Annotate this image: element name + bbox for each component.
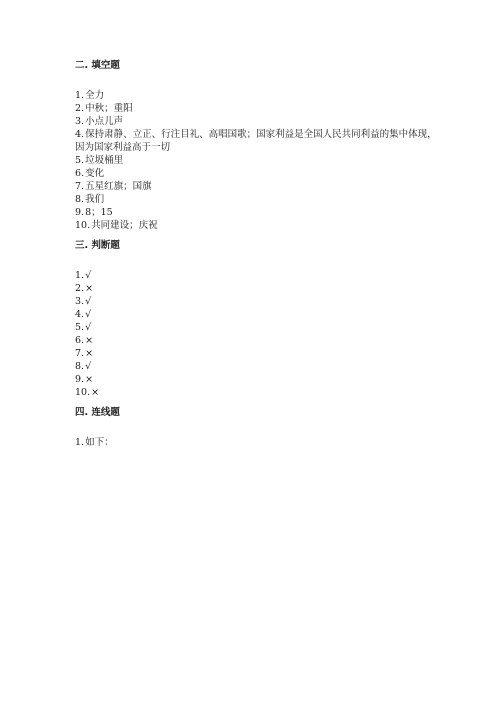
section-title: 三. 判断题 (75, 240, 120, 251)
section-true-false (75, 238, 445, 405)
answer-item (75, 180, 445, 193)
answer-number: 6. (75, 335, 85, 346)
answer-number: 5. (75, 155, 85, 166)
answer-mark: × (85, 374, 94, 385)
answer-text: 五星红旗；国旗 (85, 181, 152, 192)
answer-item (75, 219, 445, 232)
answer-item (75, 154, 445, 167)
answer-text: 全力 (85, 90, 105, 101)
answer-number: 1. (75, 437, 85, 448)
answer-item (75, 206, 445, 219)
answer-item (75, 321, 445, 334)
answer-number: 4. (75, 129, 85, 140)
answer-item (75, 115, 445, 128)
answer-number: 1. (75, 270, 85, 281)
section-fill-blank (75, 58, 445, 238)
answer-number: 7. (75, 181, 85, 192)
answer-number: 6. (75, 168, 85, 179)
answer-mark: × (85, 335, 94, 346)
answer-number: 8. (75, 361, 85, 372)
section-matching (75, 405, 445, 449)
answer-text: 我们 (85, 194, 105, 205)
answer-number: 5. (75, 322, 85, 333)
answer-item (75, 282, 445, 295)
answer-item (75, 373, 445, 386)
answer-text: 保持肃静、立正、行注目礼、高唱国歌；国家利益是全国人民共同利益的集中体现，因为国家利益高于一切 (75, 129, 437, 153)
answer-number: 2. (75, 103, 85, 114)
answer-number: 2. (75, 283, 85, 294)
answer-item (75, 334, 445, 347)
answer-mark: √ (85, 270, 92, 281)
answer-text: 变化 (85, 168, 105, 179)
answer-number: 8. (75, 194, 85, 205)
answer-number: 9. (75, 207, 85, 218)
answer-number: 9. (75, 374, 85, 385)
answer-mark: × (91, 387, 100, 398)
answer-mark: × (85, 283, 94, 294)
answer-number: 4. (75, 309, 85, 320)
answer-sheet (75, 58, 445, 449)
answer-mark: × (85, 348, 94, 359)
section-title: 二. 填空题 (75, 60, 120, 71)
answer-item (75, 167, 445, 180)
answer-item (75, 269, 445, 282)
answer-text: 如下： (85, 437, 114, 448)
answer-number: 10. (75, 387, 91, 398)
answer-item (75, 386, 445, 399)
answer-text: 8；15 (85, 207, 113, 218)
answer-mark: √ (85, 322, 92, 333)
answer-item (75, 347, 445, 360)
answer-text: 小点儿声 (85, 116, 124, 127)
answer-item (75, 295, 445, 308)
section-title: 四. 连线题 (75, 407, 120, 418)
answer-number: 7. (75, 348, 85, 359)
answer-item (75, 128, 445, 154)
answer-mark: √ (85, 309, 92, 320)
answer-item (75, 102, 445, 115)
answer-number: 3. (75, 296, 85, 307)
answer-number: 1. (75, 90, 85, 101)
answer-mark: √ (85, 361, 92, 372)
answer-text: 垃圾桶里 (85, 155, 124, 166)
answer-mark: √ (85, 296, 92, 307)
answer-number: 3. (75, 116, 85, 127)
answer-item (75, 193, 445, 206)
answer-number: 10. (75, 220, 91, 231)
answer-text: 共同建设；庆祝 (91, 220, 158, 231)
answer-item (75, 436, 445, 449)
answer-item (75, 308, 445, 321)
answer-text: 中秋；重阳 (85, 103, 133, 114)
answer-item (75, 89, 445, 102)
answer-item (75, 360, 445, 373)
